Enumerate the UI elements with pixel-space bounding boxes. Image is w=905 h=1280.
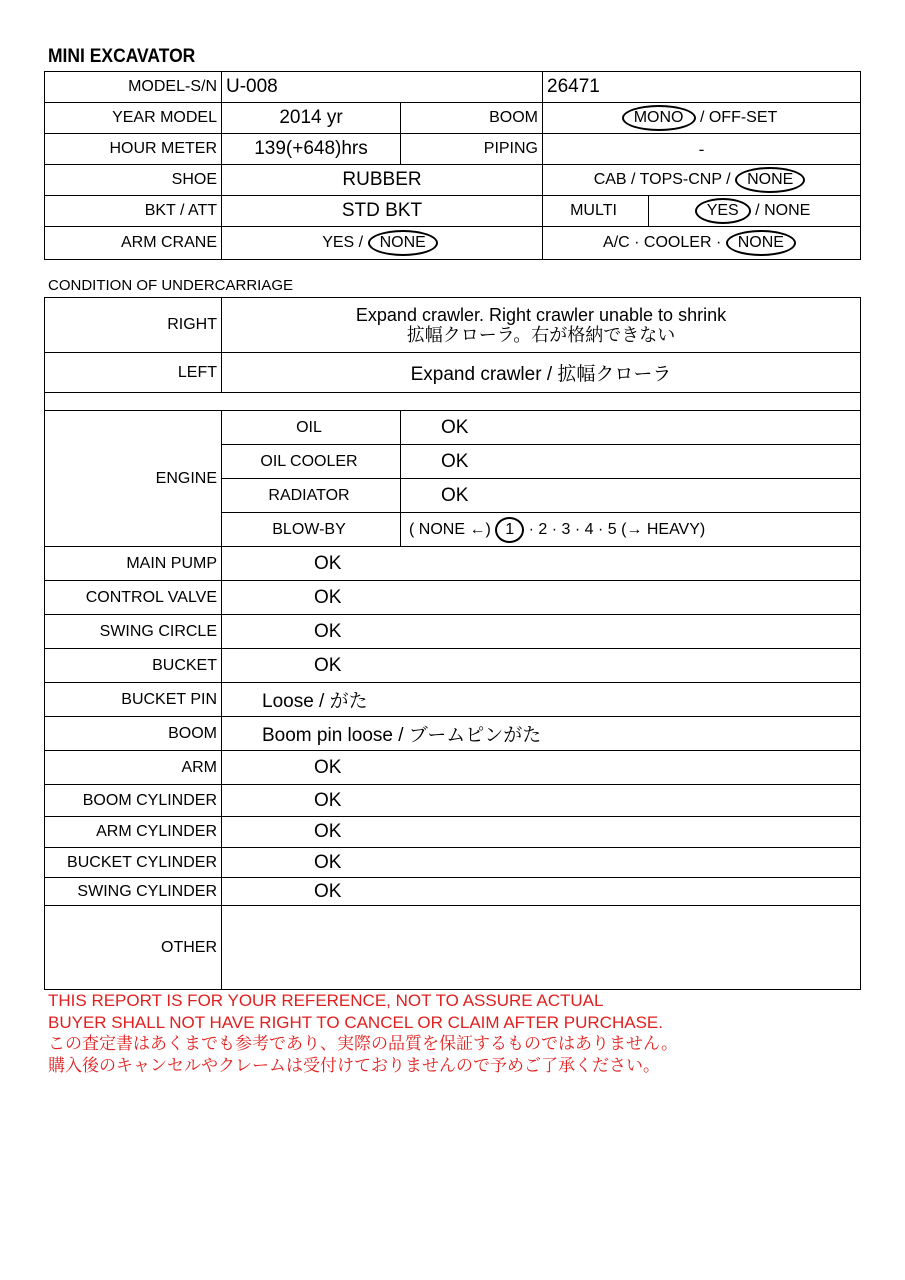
shoe-value: RUBBER	[222, 165, 543, 196]
table-row	[45, 615, 861, 649]
disclaimer-line: この査定書はあくまでも参考であり、実際の品質を保証するものではありません。	[48, 1034, 679, 1053]
right-crawler-en: Expand crawler. Right crawler unable to shrink	[355, 305, 727, 325]
item-value: OK	[222, 649, 861, 683]
oil-cooler-value: OK	[401, 445, 861, 479]
ac-cooler-text: A/C · COOLER ·	[603, 234, 722, 251]
bkt-value: STD BKT	[222, 196, 543, 227]
left-crawler-label: LEFT	[45, 353, 222, 393]
table-row	[45, 717, 861, 751]
multi-none-text: / NONE	[755, 202, 811, 219]
disclaimer-line: 購入後のキャンセルやクレームは受付けておりませんので予めご了承ください。	[48, 1055, 660, 1075]
disclaimer-line: THIS REPORT IS FOR YOUR REFERENCE, NOT TO ASSURE ACTUAL	[48, 991, 604, 1010]
oil-value: OK	[401, 411, 861, 445]
item-value: OK	[222, 785, 861, 817]
spec-table	[44, 71, 861, 260]
left-crawler-value: Expand crawler / 拡幅クローラ	[222, 353, 861, 393]
bkt-label: BKT / ATT	[45, 196, 222, 227]
cab-none-circled: NONE	[735, 167, 805, 193]
table-row	[45, 581, 861, 615]
table-row	[45, 878, 861, 906]
blowby-selected-circled: 1	[495, 517, 524, 543]
oil-label: OIL	[222, 411, 401, 445]
other-label: OTHER	[45, 906, 222, 990]
item-label: MAIN PUMP	[45, 547, 222, 581]
table-row	[45, 751, 861, 785]
item-label: BOOM	[45, 717, 222, 751]
condition-table	[44, 297, 861, 990]
table-row	[45, 683, 861, 717]
blowby-label: BLOW-BY	[222, 513, 401, 547]
piping-value: -	[543, 134, 861, 165]
item-value: OK	[222, 547, 861, 581]
boom-offset-text: / OFF-SET	[699, 109, 778, 126]
arm-crane-label: ARM CRANE	[45, 227, 222, 260]
spacer-row	[45, 393, 861, 411]
disclaimer	[48, 990, 678, 1076]
shoe-label: SHOE	[45, 165, 222, 196]
model-value: U-008	[222, 72, 543, 103]
serial-value: 26471	[543, 72, 861, 103]
cab-options-text: CAB / TOPS-CNP /	[593, 171, 731, 188]
arm-crane-yes-text: YES /	[322, 234, 364, 251]
boom-type-label: BOOM	[401, 103, 543, 134]
inspection-items	[45, 547, 861, 906]
item-value: Loose / がた	[222, 683, 861, 717]
model-label: MODEL-S/N	[45, 72, 222, 103]
item-value: OK	[222, 878, 861, 906]
item-label: ARM	[45, 751, 222, 785]
item-label: CONTROL VALVE	[45, 581, 222, 615]
table-row	[45, 848, 861, 878]
item-label: BUCKET CYLINDER	[45, 848, 222, 878]
blowby-none-text: ( NONE ←)	[409, 520, 491, 538]
multi-yes-circled: YES	[695, 198, 751, 224]
item-label: SWING CIRCLE	[45, 615, 222, 649]
table-row	[45, 547, 861, 581]
item-label: SWING CYLINDER	[45, 878, 222, 906]
radiator-value: OK	[401, 479, 861, 513]
item-label: BOOM CYLINDER	[45, 785, 222, 817]
item-label: BUCKET	[45, 649, 222, 683]
item-value: OK	[222, 817, 861, 848]
other-value	[222, 906, 861, 990]
right-crawler-jp: 拡幅クローラ。右が格納できない	[406, 325, 676, 345]
page-title: MINI EXCAVATOR	[48, 46, 196, 67]
arm-crane-none-circled: NONE	[368, 230, 438, 256]
right-crawler-label: RIGHT	[45, 298, 222, 353]
item-value: OK	[222, 848, 861, 878]
piping-label: PIPING	[401, 134, 543, 165]
table-row	[45, 785, 861, 817]
undercarriage-heading: CONDITION OF UNDERCARRIAGE	[48, 277, 294, 294]
item-value: OK	[222, 615, 861, 649]
year-label: YEAR MODEL	[45, 103, 222, 134]
year-value: 2014 yr	[222, 103, 401, 134]
item-value: Boom pin loose / ブームピンがた	[222, 717, 861, 751]
item-label: ARM CYLINDER	[45, 817, 222, 848]
multi-label: MULTI	[543, 196, 649, 227]
item-value: OK	[222, 581, 861, 615]
boom-mono-circled: MONO	[622, 105, 696, 131]
blowby-scale-text: · 2 · 3 · 4 · 5 (→ HEAVY)	[528, 520, 706, 538]
table-row	[45, 649, 861, 683]
hour-meter-value: 139(+648)hrs	[222, 134, 401, 165]
engine-label: ENGINE	[45, 411, 222, 547]
item-label: BUCKET PIN	[45, 683, 222, 717]
radiator-label: RADIATOR	[222, 479, 401, 513]
oil-cooler-label: OIL COOLER	[222, 445, 401, 479]
hour-meter-label: HOUR METER	[45, 134, 222, 165]
table-row	[45, 817, 861, 848]
disclaimer-line: BUYER SHALL NOT HAVE RIGHT TO CANCEL OR CLAIM AFTER PURCHASE.	[48, 1012, 663, 1032]
ac-none-circled: NONE	[726, 230, 796, 256]
item-value: OK	[222, 751, 861, 785]
